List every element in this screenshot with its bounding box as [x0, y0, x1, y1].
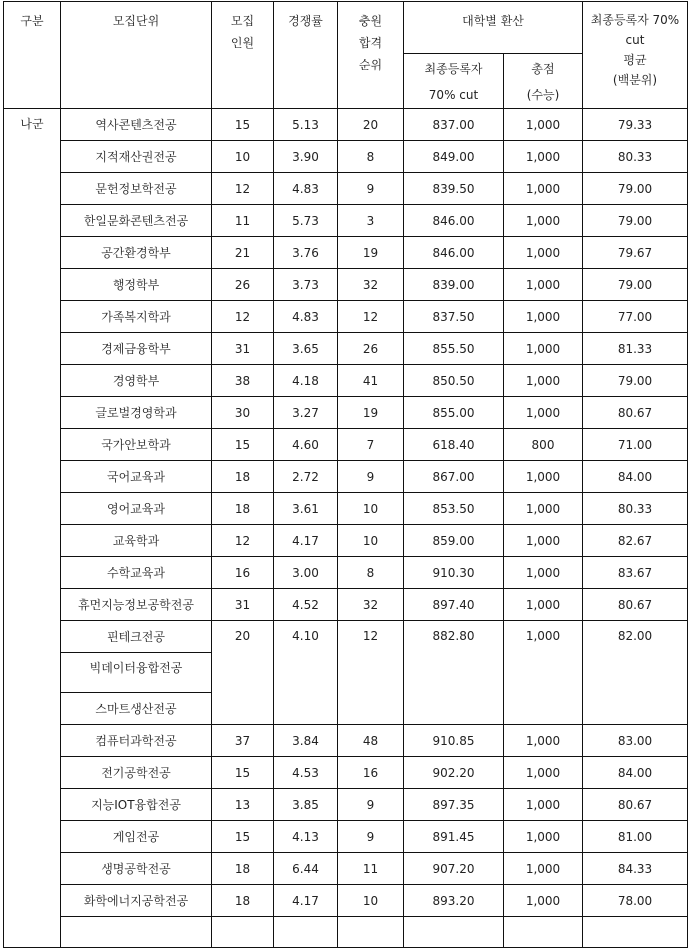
- table-row: [4, 109, 688, 141]
- quota-cell: 12: [212, 301, 274, 333]
- rank-cell: 11: [338, 853, 404, 885]
- cut-cell: 859.00: [404, 525, 504, 557]
- ratio-cell: 4.10: [274, 621, 338, 725]
- table-row: [4, 621, 688, 653]
- quota-cell: 26: [212, 269, 274, 301]
- ratio-cell: 6.44: [274, 853, 338, 885]
- ratio-cell: 3.90: [274, 141, 338, 173]
- avg-cell: 81.00: [583, 821, 688, 853]
- rank-cell: 10: [338, 493, 404, 525]
- total-cell: 1,000: [504, 269, 583, 301]
- unit-cell: 게임전공: [61, 821, 212, 853]
- rank-cell: 9: [338, 789, 404, 821]
- avg-cell: 81.33: [583, 333, 688, 365]
- total-cell: 1,000: [504, 461, 583, 493]
- empty-cell: [61, 917, 212, 948]
- header-total: 총점 (수능): [504, 54, 583, 109]
- unit-cell: 수학교육과: [61, 557, 212, 589]
- unit-cell: 생명공학전공: [61, 853, 212, 885]
- header-ratio: 경쟁률: [274, 2, 338, 109]
- cut-cell: 855.50: [404, 333, 504, 365]
- rank-cell: 20: [338, 109, 404, 141]
- cut-cell: 891.45: [404, 821, 504, 853]
- ratio-cell: 4.83: [274, 173, 338, 205]
- rank-cell: 32: [338, 589, 404, 621]
- ratio-cell: 3.85: [274, 789, 338, 821]
- ratio-cell: 4.13: [274, 821, 338, 853]
- header-waitlist: 충원 합격 순위: [338, 2, 404, 109]
- unit-cell: 휴먼지능정보공학전공: [61, 589, 212, 621]
- total-cell: 1,000: [504, 173, 583, 205]
- unit-cell: 컴퓨터과학전공: [61, 725, 212, 757]
- cut-cell: 897.40: [404, 589, 504, 621]
- header-unit: 모집단위: [61, 2, 212, 109]
- quota-cell: 15: [212, 757, 274, 789]
- unit-cell: 지능IOT융합전공: [61, 789, 212, 821]
- quota-cell: 31: [212, 589, 274, 621]
- rank-cell: 9: [338, 821, 404, 853]
- empty-cell: [274, 917, 338, 948]
- ratio-cell: 4.17: [274, 525, 338, 557]
- table-row: [4, 821, 688, 853]
- total-cell: 1,000: [504, 885, 583, 917]
- table-row: [4, 365, 688, 397]
- table-row: [4, 589, 688, 621]
- empty-cell: [338, 917, 404, 948]
- cut-cell: 837.50: [404, 301, 504, 333]
- cut-cell: 618.40: [404, 429, 504, 461]
- total-cell: 1,000: [504, 237, 583, 269]
- table-row: [4, 301, 688, 333]
- table-row: [4, 725, 688, 757]
- cut-cell: 839.00: [404, 269, 504, 301]
- rank-cell: 16: [338, 757, 404, 789]
- unit-cell: 빅데이터융합전공: [61, 653, 212, 693]
- empty-cell: [504, 917, 583, 948]
- ratio-cell: 3.00: [274, 557, 338, 589]
- header-univ-conversion: 대학별 환산: [404, 2, 583, 54]
- cut-cell: 849.00: [404, 141, 504, 173]
- cut-cell: 907.20: [404, 853, 504, 885]
- empty-cell: [404, 917, 504, 948]
- rank-cell: 12: [338, 621, 404, 725]
- group-label: 나군: [4, 109, 61, 948]
- total-cell: 1,000: [504, 109, 583, 141]
- table-row: [4, 557, 688, 589]
- total-cell: 1,000: [504, 757, 583, 789]
- unit-cell: 역사콘텐츠전공: [61, 109, 212, 141]
- empty-cell: [583, 917, 688, 948]
- rank-cell: 48: [338, 725, 404, 757]
- rank-cell: 10: [338, 885, 404, 917]
- unit-cell: 가족복지학과: [61, 301, 212, 333]
- unit-cell: 국가안보학과: [61, 429, 212, 461]
- avg-cell: 83.00: [583, 725, 688, 757]
- total-cell: 1,000: [504, 525, 583, 557]
- quota-cell: 18: [212, 853, 274, 885]
- cut-cell: 902.20: [404, 757, 504, 789]
- quota-cell: 15: [212, 429, 274, 461]
- avg-cell: 77.00: [583, 301, 688, 333]
- avg-cell: 84.33: [583, 853, 688, 885]
- table-row: [4, 205, 688, 237]
- unit-cell: 화학에너지공학전공: [61, 885, 212, 917]
- avg-cell: 80.67: [583, 397, 688, 429]
- table-row: [4, 757, 688, 789]
- ratio-cell: 3.84: [274, 725, 338, 757]
- unit-cell: 글로벌경영학과: [61, 397, 212, 429]
- cut-cell: 837.00: [404, 109, 504, 141]
- avg-cell: 84.00: [583, 461, 688, 493]
- cut-cell: 850.50: [404, 365, 504, 397]
- quota-cell: 21: [212, 237, 274, 269]
- ratio-cell: 3.27: [274, 397, 338, 429]
- table-row: [4, 917, 688, 948]
- ratio-cell: 3.61: [274, 493, 338, 525]
- cut-cell: 855.00: [404, 397, 504, 429]
- avg-cell: 84.00: [583, 757, 688, 789]
- cut-cell: 893.20: [404, 885, 504, 917]
- rank-cell: 19: [338, 237, 404, 269]
- unit-cell: 행정학부: [61, 269, 212, 301]
- cut-cell: 853.50: [404, 493, 504, 525]
- total-cell: 1,000: [504, 493, 583, 525]
- table-row: [4, 429, 688, 461]
- total-cell: 1,000: [504, 333, 583, 365]
- rank-cell: 9: [338, 173, 404, 205]
- quota-cell: 38: [212, 365, 274, 397]
- avg-cell: 82.67: [583, 525, 688, 557]
- header-gubun: 구분: [4, 2, 61, 109]
- table-row: [4, 885, 688, 917]
- unit-cell: 전기공학전공: [61, 757, 212, 789]
- cut-cell: 882.80: [404, 621, 504, 725]
- unit-cell: 교육학과: [61, 525, 212, 557]
- total-cell: 1,000: [504, 725, 583, 757]
- rank-cell: 19: [338, 397, 404, 429]
- total-cell: 1,000: [504, 557, 583, 589]
- cut-cell: 910.85: [404, 725, 504, 757]
- quota-cell: 18: [212, 885, 274, 917]
- rank-cell: 12: [338, 301, 404, 333]
- total-cell: 1,000: [504, 205, 583, 237]
- ratio-cell: 4.53: [274, 757, 338, 789]
- unit-cell: 지적재산권전공: [61, 141, 212, 173]
- unit-cell: 경제금융학부: [61, 333, 212, 365]
- avg-cell: 82.00: [583, 621, 688, 725]
- avg-cell: 79.00: [583, 173, 688, 205]
- rank-cell: 32: [338, 269, 404, 301]
- ratio-cell: 3.65: [274, 333, 338, 365]
- avg-cell: 79.00: [583, 205, 688, 237]
- ratio-cell: 5.13: [274, 109, 338, 141]
- table-row: [4, 397, 688, 429]
- quota-cell: 30: [212, 397, 274, 429]
- unit-cell: 문헌정보학전공: [61, 173, 212, 205]
- admission-results-table: [3, 1, 688, 948]
- avg-cell: 71.00: [583, 429, 688, 461]
- rank-cell: 10: [338, 525, 404, 557]
- total-cell: 1,000: [504, 397, 583, 429]
- table-row: [4, 789, 688, 821]
- ratio-cell: 3.76: [274, 237, 338, 269]
- total-cell: 1,000: [504, 789, 583, 821]
- ratio-cell: 5.73: [274, 205, 338, 237]
- header-quota: 모집 인원: [212, 2, 274, 109]
- quota-cell: 20: [212, 621, 274, 725]
- avg-cell: 78.00: [583, 885, 688, 917]
- header-average: 최종등록자 70% cut 평균 (백분위): [583, 2, 688, 109]
- ratio-cell: 2.72: [274, 461, 338, 493]
- quota-cell: 15: [212, 821, 274, 853]
- rank-cell: 41: [338, 365, 404, 397]
- quota-cell: 13: [212, 789, 274, 821]
- avg-cell: 80.33: [583, 493, 688, 525]
- avg-cell: 80.33: [583, 141, 688, 173]
- cut-cell: 897.35: [404, 789, 504, 821]
- cut-cell: 846.00: [404, 205, 504, 237]
- cut-cell: 846.00: [404, 237, 504, 269]
- cut-cell: 867.00: [404, 461, 504, 493]
- total-cell: 1,000: [504, 301, 583, 333]
- table-body: [4, 109, 688, 948]
- rank-cell: 9: [338, 461, 404, 493]
- quota-cell: 18: [212, 461, 274, 493]
- quota-cell: 10: [212, 141, 274, 173]
- header-cut: 최종등록자 70% cut: [404, 54, 504, 109]
- ratio-cell: 4.60: [274, 429, 338, 461]
- ratio-cell: 4.52: [274, 589, 338, 621]
- avg-cell: 79.00: [583, 269, 688, 301]
- table-row: [4, 525, 688, 557]
- avg-cell: 79.67: [583, 237, 688, 269]
- total-cell: 1,000: [504, 621, 583, 725]
- quota-cell: 12: [212, 525, 274, 557]
- table-row: [4, 173, 688, 205]
- unit-cell: 한일문화콘텐츠전공: [61, 205, 212, 237]
- quota-cell: 31: [212, 333, 274, 365]
- rank-cell: 3: [338, 205, 404, 237]
- ratio-cell: 4.18: [274, 365, 338, 397]
- total-cell: 1,000: [504, 821, 583, 853]
- table-row: [4, 461, 688, 493]
- unit-cell: 스마트생산전공: [61, 693, 212, 725]
- quota-cell: 18: [212, 493, 274, 525]
- total-cell: 1,000: [504, 853, 583, 885]
- table-row: [4, 493, 688, 525]
- unit-cell: 경영학부: [61, 365, 212, 397]
- avg-cell: 80.67: [583, 789, 688, 821]
- total-cell: 800: [504, 429, 583, 461]
- total-cell: 1,000: [504, 589, 583, 621]
- table-row: [4, 853, 688, 885]
- total-cell: 1,000: [504, 365, 583, 397]
- unit-cell: 공간환경학부: [61, 237, 212, 269]
- quota-cell: 15: [212, 109, 274, 141]
- unit-cell: 핀테크전공: [61, 621, 212, 653]
- ratio-cell: 4.83: [274, 301, 338, 333]
- quota-cell: 12: [212, 173, 274, 205]
- rank-cell: 7: [338, 429, 404, 461]
- avg-cell: 83.67: [583, 557, 688, 589]
- quota-cell: 16: [212, 557, 274, 589]
- unit-cell: 영어교육과: [61, 493, 212, 525]
- table-row: [4, 269, 688, 301]
- ratio-cell: 3.73: [274, 269, 338, 301]
- rank-cell: 8: [338, 141, 404, 173]
- rank-cell: 26: [338, 333, 404, 365]
- table-row: [4, 333, 688, 365]
- table-row: [4, 141, 688, 173]
- unit-cell: 국어교육과: [61, 461, 212, 493]
- avg-cell: 79.00: [583, 365, 688, 397]
- total-cell: 1,000: [504, 141, 583, 173]
- quota-cell: 11: [212, 205, 274, 237]
- cut-cell: 839.50: [404, 173, 504, 205]
- table-row: [4, 237, 688, 269]
- ratio-cell: 4.17: [274, 885, 338, 917]
- cut-cell: 910.30: [404, 557, 504, 589]
- quota-cell: 37: [212, 725, 274, 757]
- empty-cell: [212, 917, 274, 948]
- rank-cell: 8: [338, 557, 404, 589]
- avg-cell: 79.33: [583, 109, 688, 141]
- avg-cell: 80.67: [583, 589, 688, 621]
